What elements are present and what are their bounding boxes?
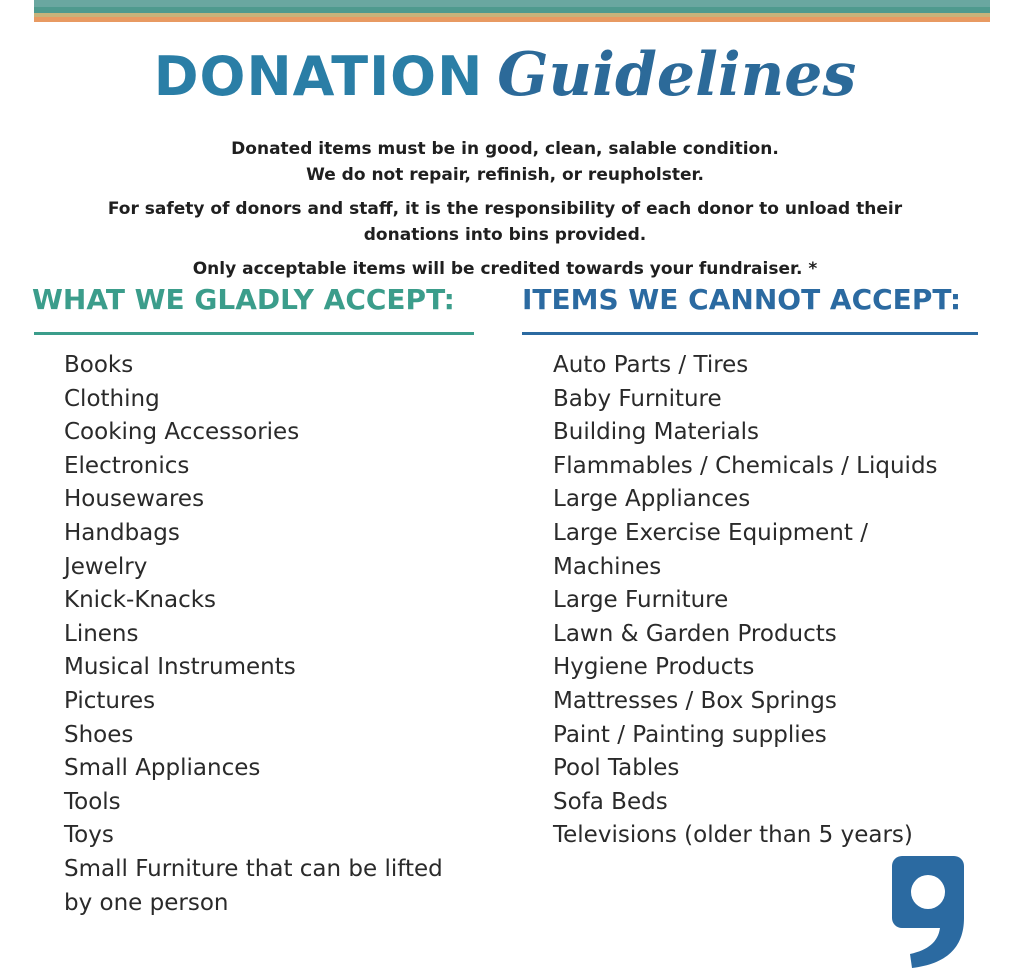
- accepted-item: Musical Instruments: [64, 654, 296, 681]
- top-decorative-stripes: [34, 0, 990, 22]
- accept-heading-underline: [34, 332, 474, 335]
- accepted-item: Pictures: [64, 687, 156, 714]
- accepted-item: Knick-Knacks: [64, 587, 217, 614]
- intro-line-5: Only acceptable items will be credited towards your fundraiser. *: [192, 259, 818, 279]
- title-main-word: DONATION: [153, 45, 484, 108]
- rejected-item: Mattresses / Box Springs: [553, 687, 837, 714]
- accepted-item: Small Appliances: [64, 755, 261, 782]
- accepted-item: Linens: [64, 620, 139, 647]
- intro-line-3: For safety of donors and staff, it is the responsibility of each donor to unload their: [107, 199, 903, 219]
- intro-line-2: We do not repair, refinish, or reupholster.: [306, 165, 704, 185]
- rejected-item: Machines: [553, 553, 662, 580]
- accepted-item: Small Furniture that can be lifted: [64, 855, 443, 882]
- reject-heading: ITEMS WE CANNOT ACCEPT:: [522, 283, 962, 316]
- accepted-item: Cooking Accessories: [64, 419, 300, 446]
- accept-heading: WHAT WE GLADLY ACCEPT:: [32, 283, 455, 316]
- intro-line-4: donations into bins provided.: [363, 225, 647, 245]
- intro-line-1: Donated items must be in good, clean, salable condition.: [231, 139, 779, 159]
- title-script-word: Guidelines: [497, 40, 857, 110]
- rejected-item: Televisions (older than 5 years): [553, 822, 913, 849]
- rejected-item: Paint / Painting supplies: [553, 721, 827, 748]
- credit-notice: [0, 256, 1010, 282]
- rejected-item: Large Appliances: [553, 486, 751, 513]
- reject-heading-underline: [522, 332, 978, 335]
- rejected-item: Large Furniture: [553, 587, 729, 614]
- goodwill-g-logo-icon: [888, 852, 968, 968]
- rejected-item: Hygiene Products: [553, 654, 755, 681]
- rejected-items-list: [553, 349, 938, 853]
- rejected-item: Auto Parts / Tires: [553, 352, 749, 378]
- rejected-item: Pool Tables: [553, 755, 680, 782]
- accepted-item: Books: [64, 352, 134, 378]
- rejected-item: Baby Furniture: [553, 385, 722, 412]
- accepted-item: Shoes: [64, 721, 134, 748]
- rejected-item: Large Exercise Equipment /: [553, 519, 868, 546]
- rejected-item: Flammables / Chemicals / Liquids: [553, 452, 938, 479]
- accepted-item: by one person: [64, 889, 229, 916]
- accepted-item: Handbags: [64, 519, 180, 546]
- accepted-item: Clothing: [64, 385, 160, 412]
- accepted-items-list: [64, 349, 443, 920]
- condition-notice: [0, 136, 1010, 188]
- rejected-item: Building Materials: [553, 419, 760, 446]
- accepted-item: Tools: [64, 788, 121, 815]
- rejected-item: Lawn & Garden Products: [553, 620, 837, 647]
- accepted-item: Toys: [64, 822, 114, 849]
- accepted-item: Housewares: [64, 486, 205, 513]
- safety-notice: [0, 196, 1010, 248]
- accepted-item: Electronics: [64, 452, 190, 479]
- rejected-item: Sofa Beds: [553, 788, 668, 815]
- page-title: [0, 40, 1010, 110]
- accepted-item: Jewelry: [64, 553, 148, 580]
